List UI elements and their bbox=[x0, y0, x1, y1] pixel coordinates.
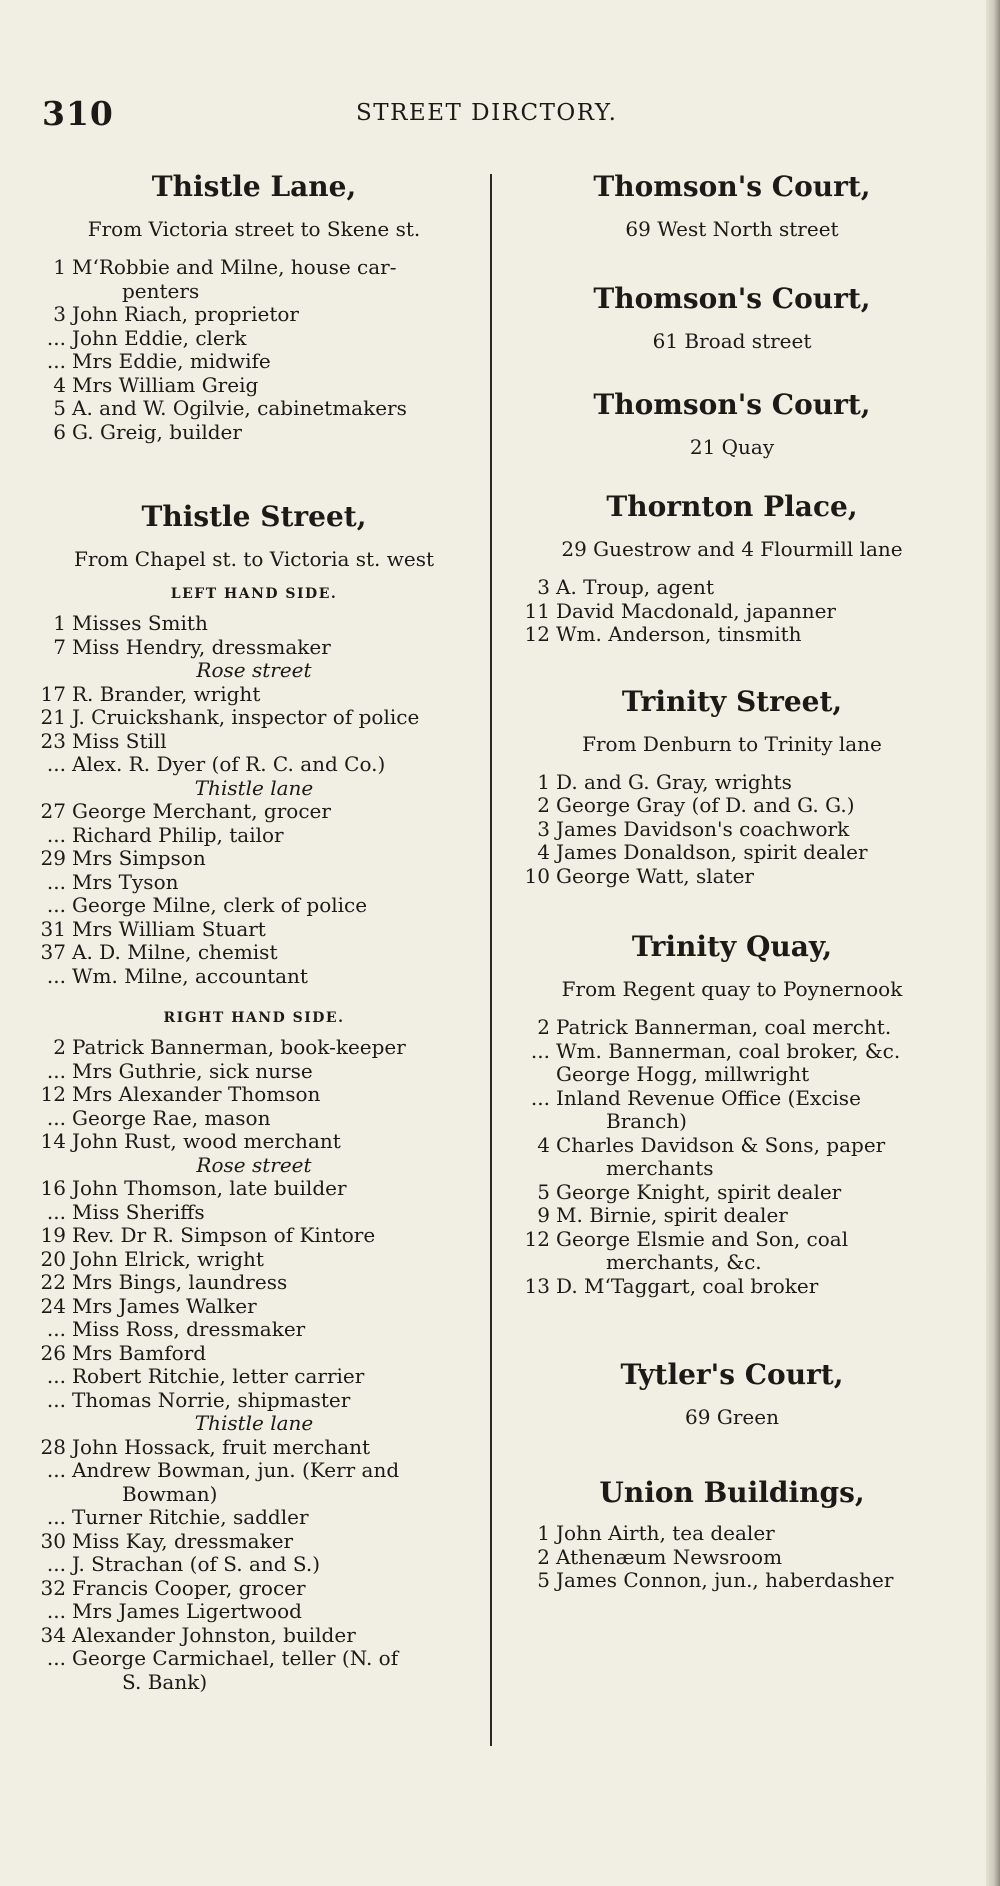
house-number: 5 bbox=[537, 1179, 550, 1204]
occupant-name: Charles Davidson & Sons, paper bbox=[556, 1132, 886, 1157]
street-title: Trinity Quay, bbox=[631, 930, 833, 963]
house-number: 9 bbox=[537, 1203, 550, 1227]
directory-entry bbox=[36, 1530, 472, 1554]
directory-entry bbox=[36, 1318, 472, 1342]
street-extent: 21 Quay bbox=[689, 435, 775, 459]
house-number: 14 bbox=[40, 1129, 66, 1153]
occupant-name: J. Strachan (of S. and S.) bbox=[72, 1552, 321, 1576]
occupant-name: Andrew Bowman, jun. (Kerr and bbox=[72, 1458, 400, 1482]
house-number: 29 bbox=[40, 846, 66, 870]
occupant-name: James Connon, jun., haberdasher bbox=[556, 1568, 894, 1592]
house-number: 24 bbox=[40, 1293, 66, 1318]
occupant-name: George Gray (of D. and G. G.) bbox=[556, 793, 855, 817]
house-number: 4 bbox=[53, 372, 66, 397]
directory-entry bbox=[36, 612, 472, 636]
house-number: 10 bbox=[524, 863, 550, 888]
house-number: 17 bbox=[40, 681, 66, 706]
directory-entry bbox=[36, 1201, 472, 1225]
occupant-name: Patrick Bannerman, book-keeper bbox=[72, 1035, 406, 1059]
directory-entry bbox=[36, 753, 472, 777]
house-number: 12 bbox=[40, 1082, 66, 1106]
house-number: ... bbox=[46, 1646, 66, 1670]
occupant-name: George Hogg, millwright bbox=[556, 1062, 810, 1086]
directory-entry bbox=[36, 800, 472, 824]
directory-entry bbox=[36, 871, 472, 895]
entry-list bbox=[512, 1016, 952, 1298]
directory-entry bbox=[36, 1459, 472, 1483]
occupant-name: John Elrick, wright bbox=[72, 1246, 264, 1271]
house-number: ... bbox=[46, 1505, 66, 1529]
house-number: 23 bbox=[40, 728, 66, 753]
directory-entry bbox=[512, 1040, 952, 1064]
street-title: Thomson's Court, bbox=[593, 282, 871, 315]
directory-entry bbox=[36, 1107, 472, 1131]
occupant-name: A. D. Milne, chemist bbox=[72, 940, 278, 964]
entry-list bbox=[36, 256, 472, 444]
directory-entry bbox=[36, 683, 472, 707]
occupant-name: Miss Hendry, dressmaker bbox=[72, 634, 331, 659]
directory-entry bbox=[36, 1060, 472, 1084]
occupant-name: John Hossack, fruit merchant bbox=[72, 1434, 371, 1459]
street-extent: From Victoria street to Skene st. bbox=[87, 217, 421, 241]
house-number: ... bbox=[530, 1085, 550, 1110]
directory-entry bbox=[36, 1647, 472, 1671]
house-number: 5 bbox=[53, 396, 66, 420]
occupant-name: Bowman) bbox=[122, 1481, 218, 1506]
directory-entry bbox=[36, 1577, 472, 1601]
occupant-name: J. Cruickshank, inspector of police bbox=[72, 705, 420, 729]
street-extent: 61 Broad street bbox=[652, 329, 812, 353]
occupant-name: James Donaldson, spirit dealer bbox=[556, 840, 868, 864]
house-number: 3 bbox=[537, 575, 550, 599]
directory-entry bbox=[36, 1036, 472, 1060]
street-extent: From Regent quay to Poynernook bbox=[561, 977, 903, 1001]
street-title: Thomson's Court, bbox=[593, 170, 871, 203]
directory-entry bbox=[36, 636, 472, 660]
occupant-name: D. M‘Taggart, coal broker bbox=[556, 1273, 819, 1298]
directory-entry bbox=[512, 865, 952, 889]
occupant-name: Misses Smith bbox=[72, 611, 208, 635]
directory-entry bbox=[36, 965, 472, 989]
occupant-name: Francis Cooper, grocer bbox=[72, 1575, 306, 1600]
directory-entry bbox=[36, 1177, 472, 1201]
occupant-name: Rose street bbox=[196, 1152, 312, 1177]
entry-continuation bbox=[36, 280, 472, 304]
occupant-name: M‘Robbie and Milne, house car- bbox=[72, 255, 397, 279]
side-heading: RIGHT HAND SIDE. bbox=[163, 1010, 345, 1026]
occupant-name: George Milne, clerk of police bbox=[72, 893, 368, 917]
house-number: 30 bbox=[40, 1528, 66, 1553]
occupant-name: George Elsmie and Son, coal bbox=[556, 1226, 849, 1251]
directory-entry bbox=[36, 421, 472, 445]
occupant-name: S. Bank) bbox=[122, 1669, 208, 1694]
occupant-name: Mrs James Walker bbox=[72, 1293, 257, 1318]
occupant-name: Thomas Norrie, shipmaster bbox=[72, 1387, 351, 1412]
house-number: ... bbox=[46, 1387, 66, 1412]
directory-entry bbox=[512, 794, 952, 818]
street-section bbox=[36, 500, 472, 1694]
right-column bbox=[512, 170, 952, 1593]
house-number: 37 bbox=[40, 940, 66, 964]
house-number: 6 bbox=[53, 419, 66, 444]
occupant-name: Wm. Anderson, tinsmith bbox=[556, 622, 802, 646]
street-title: Thistle Street, bbox=[141, 500, 367, 533]
directory-entry bbox=[36, 1130, 472, 1154]
directory-entry bbox=[512, 1546, 952, 1570]
directory-entry bbox=[512, 818, 952, 842]
street-section bbox=[512, 930, 952, 1298]
occupant-name: John Eddie, clerk bbox=[72, 325, 247, 350]
page-edge bbox=[986, 0, 1000, 1886]
directory-entry bbox=[512, 1134, 952, 1158]
directory-entry bbox=[36, 894, 472, 918]
street-title: Union Buildings, bbox=[599, 1476, 865, 1509]
occupant-name: Thistle lane bbox=[194, 775, 314, 800]
directory-entry bbox=[512, 771, 952, 795]
occupant-name: Mrs James Ligertwood bbox=[72, 1599, 302, 1623]
directory-entry bbox=[512, 1275, 952, 1299]
house-number: 27 bbox=[40, 799, 66, 823]
street-section bbox=[512, 1476, 952, 1593]
occupant-name: Patrick Bannerman, coal mercht. bbox=[556, 1015, 892, 1039]
occupant-name: Rev. Dr R. Simpson of Kintore bbox=[72, 1223, 376, 1247]
occupant-name: Mrs Simpson bbox=[72, 846, 206, 870]
house-number: 11 bbox=[524, 598, 550, 623]
occupant-name: merchants bbox=[606, 1156, 714, 1180]
occupant-name: Mrs William Stuart bbox=[72, 916, 266, 941]
occupant-name: R. Brander, wright bbox=[72, 681, 261, 706]
occupant-name: Alexander Johnston, builder bbox=[72, 1622, 356, 1647]
directory-entry bbox=[36, 1342, 472, 1366]
occupant-name: George Carmichael, teller (N. of bbox=[72, 1646, 399, 1670]
cross-street-label bbox=[36, 777, 472, 801]
house-number: ... bbox=[46, 325, 66, 350]
occupant-name: Rose street bbox=[196, 658, 312, 682]
house-number: 28 bbox=[40, 1434, 66, 1459]
directory-entry bbox=[512, 1087, 952, 1111]
occupant-name: James Davidson's coachwork bbox=[556, 816, 850, 841]
cross-street-label bbox=[36, 659, 472, 683]
house-number: 32 bbox=[40, 1575, 66, 1600]
entry-list bbox=[36, 1036, 472, 1694]
house-number: ... bbox=[46, 1552, 66, 1576]
street-extent: 29 Guestrow and 4 Flourmill lane bbox=[561, 537, 903, 561]
directory-entry bbox=[36, 847, 472, 871]
street-section bbox=[512, 1358, 952, 1430]
house-number: 26 bbox=[40, 1340, 66, 1365]
occupant-name: Mrs Guthrie, sick nurse bbox=[72, 1058, 313, 1083]
occupant-name: M. Birnie, spirit dealer bbox=[556, 1203, 788, 1227]
occupant-name: Wm. Bannerman, coal broker, &c. bbox=[556, 1038, 901, 1063]
directory-entry bbox=[36, 1600, 472, 1624]
house-number: 1 bbox=[537, 1521, 550, 1545]
house-number: ... bbox=[46, 869, 66, 894]
occupant-name: Richard Philip, tailor bbox=[72, 822, 284, 847]
occupant-name: John Thomson, late builder bbox=[72, 1176, 347, 1200]
house-number: ... bbox=[46, 1199, 66, 1224]
directory-entry bbox=[36, 1271, 472, 1295]
house-number: 4 bbox=[537, 840, 550, 864]
house-number: ... bbox=[46, 1058, 66, 1083]
house-number: 13 bbox=[524, 1273, 550, 1298]
column-divider bbox=[490, 174, 492, 1746]
house-number: 19 bbox=[40, 1223, 66, 1247]
occupant-name: George Merchant, grocer bbox=[72, 799, 331, 823]
directory-entry bbox=[512, 1016, 952, 1040]
directory-entry bbox=[36, 256, 472, 280]
house-number: 1 bbox=[53, 255, 66, 279]
occupant-name: merchants, &c. bbox=[606, 1250, 762, 1274]
house-number: 2 bbox=[53, 1035, 66, 1059]
street-extent: From Denburn to Trinity lane bbox=[582, 731, 882, 756]
occupant-name: A. and W. Ogilvie, cabinetmakers bbox=[72, 396, 407, 420]
house-number: ... bbox=[530, 1038, 550, 1063]
house-number: ... bbox=[46, 893, 66, 917]
occupant-name: Mrs Bings, laundress bbox=[72, 1270, 288, 1294]
occupant-name: Miss Kay, dressmaker bbox=[72, 1528, 294, 1553]
house-number: ... bbox=[46, 349, 66, 373]
directory-entry bbox=[36, 1436, 472, 1460]
occupant-name: John Rust, wood merchant bbox=[72, 1129, 341, 1153]
directory-entry bbox=[36, 1248, 472, 1272]
entry-continuation bbox=[36, 1671, 472, 1695]
street-section bbox=[512, 490, 952, 647]
street-title: Thistle Lane, bbox=[151, 170, 357, 203]
directory-entry bbox=[36, 1365, 472, 1389]
house-number: 4 bbox=[537, 1132, 550, 1157]
street-section bbox=[512, 388, 952, 460]
street-title: Trinity Street, bbox=[621, 684, 843, 718]
entry-list bbox=[512, 576, 952, 647]
entry-continuation bbox=[512, 1157, 952, 1181]
street-title: Thornton Place, bbox=[606, 490, 858, 523]
house-number: 5 bbox=[537, 1568, 550, 1592]
occupant-name: Branch) bbox=[606, 1109, 687, 1133]
house-number: 3 bbox=[537, 816, 550, 841]
street-title: Tytler's Court, bbox=[620, 1358, 844, 1391]
directory-entry bbox=[36, 1506, 472, 1530]
occupant-name: Miss Ross, dressmaker bbox=[72, 1317, 306, 1341]
directory-entry bbox=[512, 576, 952, 600]
directory-entry bbox=[36, 1295, 472, 1319]
occupant-name: John Riach, proprietor bbox=[72, 302, 299, 326]
house-number: 2 bbox=[537, 1544, 550, 1569]
house-number: 1 bbox=[53, 611, 66, 635]
house-number: 2 bbox=[537, 793, 550, 817]
occupant-name: Mrs Alexander Thomson bbox=[72, 1082, 321, 1106]
directory-entry bbox=[36, 941, 472, 965]
house-number: 3 bbox=[53, 302, 66, 326]
directory-entry bbox=[512, 1522, 952, 1546]
entry-list bbox=[36, 612, 472, 988]
house-number: 22 bbox=[40, 1270, 66, 1294]
house-number: 12 bbox=[524, 1226, 550, 1251]
entry-list bbox=[512, 1522, 952, 1593]
occupant-name: Miss Sheriffs bbox=[72, 1199, 205, 1224]
directory-entry bbox=[512, 841, 952, 865]
entry-continuation bbox=[36, 1483, 472, 1507]
directory-entry bbox=[36, 1389, 472, 1413]
directory-entry bbox=[512, 1181, 952, 1205]
house-number: 1 bbox=[537, 769, 550, 794]
entry-continuation bbox=[512, 1110, 952, 1134]
occupant-name: George Watt, slater bbox=[556, 863, 754, 888]
directory-entry bbox=[36, 1553, 472, 1577]
house-number: ... bbox=[46, 1105, 66, 1130]
entry-list bbox=[512, 771, 952, 889]
street-section bbox=[512, 282, 952, 354]
house-number: 7 bbox=[53, 634, 66, 659]
page-number: 310 bbox=[42, 94, 114, 133]
directory-entry bbox=[36, 1224, 472, 1248]
house-number: 20 bbox=[40, 1246, 66, 1271]
cross-street-label bbox=[36, 1154, 472, 1178]
directory-entry bbox=[36, 730, 472, 754]
directory-entry bbox=[36, 1624, 472, 1648]
occupant-name: Athenæum Newsroom bbox=[556, 1544, 783, 1569]
entry-continuation bbox=[512, 1251, 952, 1275]
occupant-name: D. and G. Gray, wrights bbox=[556, 769, 792, 794]
house-number: ... bbox=[46, 963, 66, 988]
street-extent: 69 Green bbox=[685, 1405, 779, 1429]
occupant-name: Turner Ritchie, saddler bbox=[72, 1505, 309, 1529]
directory-entry bbox=[512, 1204, 952, 1228]
occupant-name: Thistle lane bbox=[194, 1411, 314, 1435]
occupant-name: Mrs William Greig bbox=[72, 372, 259, 397]
directory-entry bbox=[36, 350, 472, 374]
occupant-name: Alex. R. Dyer (of R. C. and Co.) bbox=[72, 752, 386, 776]
entry-continuation bbox=[512, 1063, 952, 1087]
directory-entry bbox=[36, 303, 472, 327]
house-number: 12 bbox=[524, 622, 550, 646]
street-section bbox=[512, 170, 952, 242]
directory-entry bbox=[512, 1569, 952, 1593]
occupant-name: Mrs Bamford bbox=[72, 1340, 207, 1365]
street-section bbox=[512, 685, 952, 889]
directory-entry bbox=[36, 918, 472, 942]
house-number: ... bbox=[46, 1599, 66, 1623]
house-number: ... bbox=[46, 822, 66, 847]
occupant-name: Wm. Milne, accountant bbox=[72, 963, 308, 988]
street-extent: From Chapel st. to Victoria st. west bbox=[73, 547, 435, 571]
directory-entry bbox=[36, 706, 472, 730]
house-number: ... bbox=[46, 752, 66, 776]
occupant-name: Miss Still bbox=[72, 728, 167, 753]
street-extent: 69 West North street bbox=[625, 217, 839, 241]
page-header bbox=[0, 94, 1000, 138]
house-number: 21 bbox=[40, 705, 66, 729]
occupant-name: George Knight, spirit dealer bbox=[556, 1179, 842, 1204]
cross-street-label bbox=[36, 1412, 472, 1436]
street-section bbox=[36, 170, 472, 444]
house-number: 16 bbox=[40, 1176, 66, 1200]
occupant-name: G. Greig, builder bbox=[72, 419, 242, 444]
occupant-name: Mrs Eddie, midwife bbox=[72, 349, 271, 373]
occupant-name: David Macdonald, japanner bbox=[556, 598, 836, 623]
street-title: Thomson's Court, bbox=[593, 388, 871, 421]
directory-entry bbox=[512, 600, 952, 624]
directory-entry bbox=[36, 1083, 472, 1107]
house-number: 2 bbox=[537, 1015, 550, 1039]
directory-entry bbox=[36, 327, 472, 351]
occupant-name: George Rae, mason bbox=[72, 1105, 271, 1130]
directory-entry bbox=[36, 397, 472, 421]
occupant-name: Mrs Tyson bbox=[72, 869, 179, 894]
directory-entry bbox=[512, 623, 952, 647]
directory-entry bbox=[36, 824, 472, 848]
house-number: ... bbox=[46, 1317, 66, 1341]
occupant-name: Robert Ritchie, letter carrier bbox=[72, 1364, 365, 1388]
occupant-name: John Airth, tea dealer bbox=[556, 1521, 775, 1545]
directory-entry bbox=[512, 1228, 952, 1252]
house-number: 31 bbox=[40, 916, 66, 941]
house-number: 34 bbox=[40, 1622, 66, 1647]
running-title: STREET DIRCTORY. bbox=[356, 100, 618, 126]
house-number: ... bbox=[46, 1458, 66, 1482]
left-column bbox=[36, 170, 472, 1694]
occupant-name: A. Troup, agent bbox=[556, 575, 714, 599]
side-heading: LEFT HAND SIDE. bbox=[170, 586, 338, 602]
occupant-name: penters bbox=[122, 278, 200, 303]
occupant-name: Inland Revenue Office (Excise bbox=[556, 1085, 861, 1110]
house-number: ... bbox=[46, 1364, 66, 1388]
directory-entry bbox=[36, 374, 472, 398]
